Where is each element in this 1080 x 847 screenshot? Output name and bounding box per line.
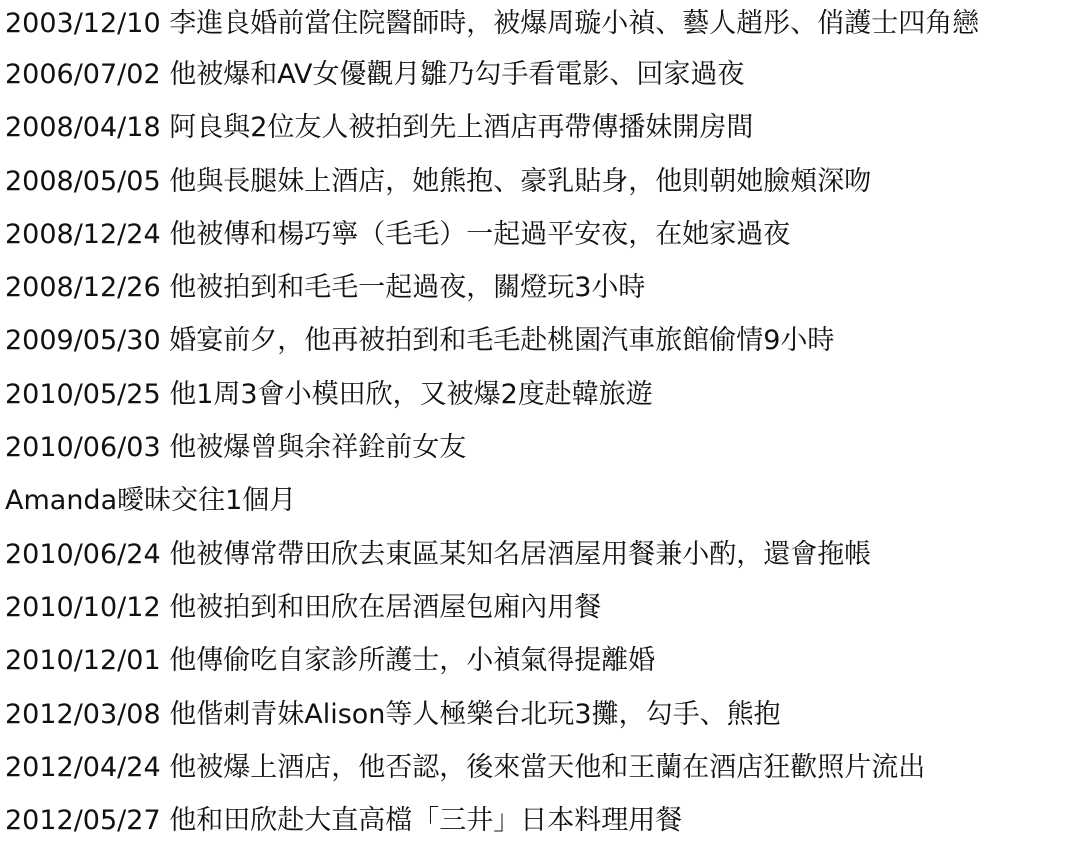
timeline-entry <box>5 314 1077 367</box>
timeline-entry <box>5 688 1077 741</box>
entry-date: 2010/05/25 <box>5 378 161 410</box>
entry-text: 他被傳常帶田欣去東區某知名居酒屋用餐兼小酌，還會拖帳 <box>169 538 872 570</box>
entry-date: 2012/05/27 <box>5 805 161 837</box>
entry-text: 他被爆曾與余祥銓前女友 <box>169 432 467 464</box>
entry-date: 2010/10/12 <box>5 591 161 623</box>
timeline-entry <box>5 794 1077 847</box>
entry-text: Amanda曖昧交往1個月 <box>5 485 297 517</box>
timeline-list <box>5 0 1077 847</box>
timeline-entry <box>5 421 1077 474</box>
entry-text: 他與長腿妹上酒店，她熊抱、豪乳貼身，他則朝她臉頰深吻 <box>169 165 872 197</box>
entry-text: 他被爆上酒店，他否認，後來當天他和王蘭在酒店狂歡照片流出 <box>169 751 926 783</box>
entry-date: 2008/04/18 <box>5 112 161 144</box>
entry-text: 阿良與2位友人被拍到先上酒店再帶傳播妹開房間 <box>169 112 754 144</box>
entry-text: 他偕刺青妹Alison等人極樂台北玩3攤，勾手、熊抱 <box>169 698 781 730</box>
timeline-entry <box>5 368 1077 421</box>
timeline-entry <box>5 48 1077 101</box>
timeline-entry-continuation <box>5 474 1077 527</box>
entry-text: 他和田欣赴大直高檔「三井」日本料理用餐 <box>169 805 683 837</box>
entry-text: 他被拍到和田欣在居酒屋包廂內用餐 <box>169 591 602 623</box>
entry-date: 2010/06/24 <box>5 538 161 570</box>
entry-date: 2008/12/26 <box>5 272 161 304</box>
entry-date: 2012/04/24 <box>5 751 161 783</box>
timeline-entry <box>5 261 1077 314</box>
entry-date: 2008/05/05 <box>5 165 161 197</box>
entry-date: 2010/12/01 <box>5 645 161 677</box>
entry-text: 李進良婚前當住院醫師時，被爆周璇小禎、藝人趙彤、俏護士四角戀 <box>169 8 980 39</box>
entry-text: 他1周3會小模田欣，又被爆2度赴韓旅遊 <box>169 378 653 410</box>
entry-date: 2009/05/30 <box>5 325 161 357</box>
entry-text: 他傳偷吃自家診所護士，小禎氣得提離婚 <box>169 645 656 677</box>
entry-date: 2012/03/08 <box>5 698 161 730</box>
entry-text: 他被拍到和毛毛一起過夜，關燈玩3小時 <box>169 272 646 304</box>
timeline-entry <box>5 528 1077 581</box>
entry-date: 2010/06/03 <box>5 432 161 464</box>
timeline-entry <box>5 581 1077 634</box>
entry-text: 他被傳和楊巧寧（毛毛）一起過平安夜，在她家過夜 <box>169 218 791 250</box>
entry-date: 2006/07/02 <box>5 59 161 90</box>
entry-text: 婚宴前夕，他再被拍到和毛毛赴桃園汽車旅館偷情9小時 <box>169 325 835 357</box>
timeline-entry <box>5 0 1077 48</box>
timeline-entry <box>5 634 1077 687</box>
entry-text: 他被爆和AV女優觀月雛乃勾手看電影、回家過夜 <box>169 59 745 90</box>
entry-date: 2008/12/24 <box>5 218 161 250</box>
timeline-entry <box>5 101 1077 154</box>
entry-date: 2003/12/10 <box>5 8 161 39</box>
timeline-entry <box>5 741 1077 794</box>
timeline-entry <box>5 208 1077 261</box>
timeline-entry <box>5 155 1077 208</box>
